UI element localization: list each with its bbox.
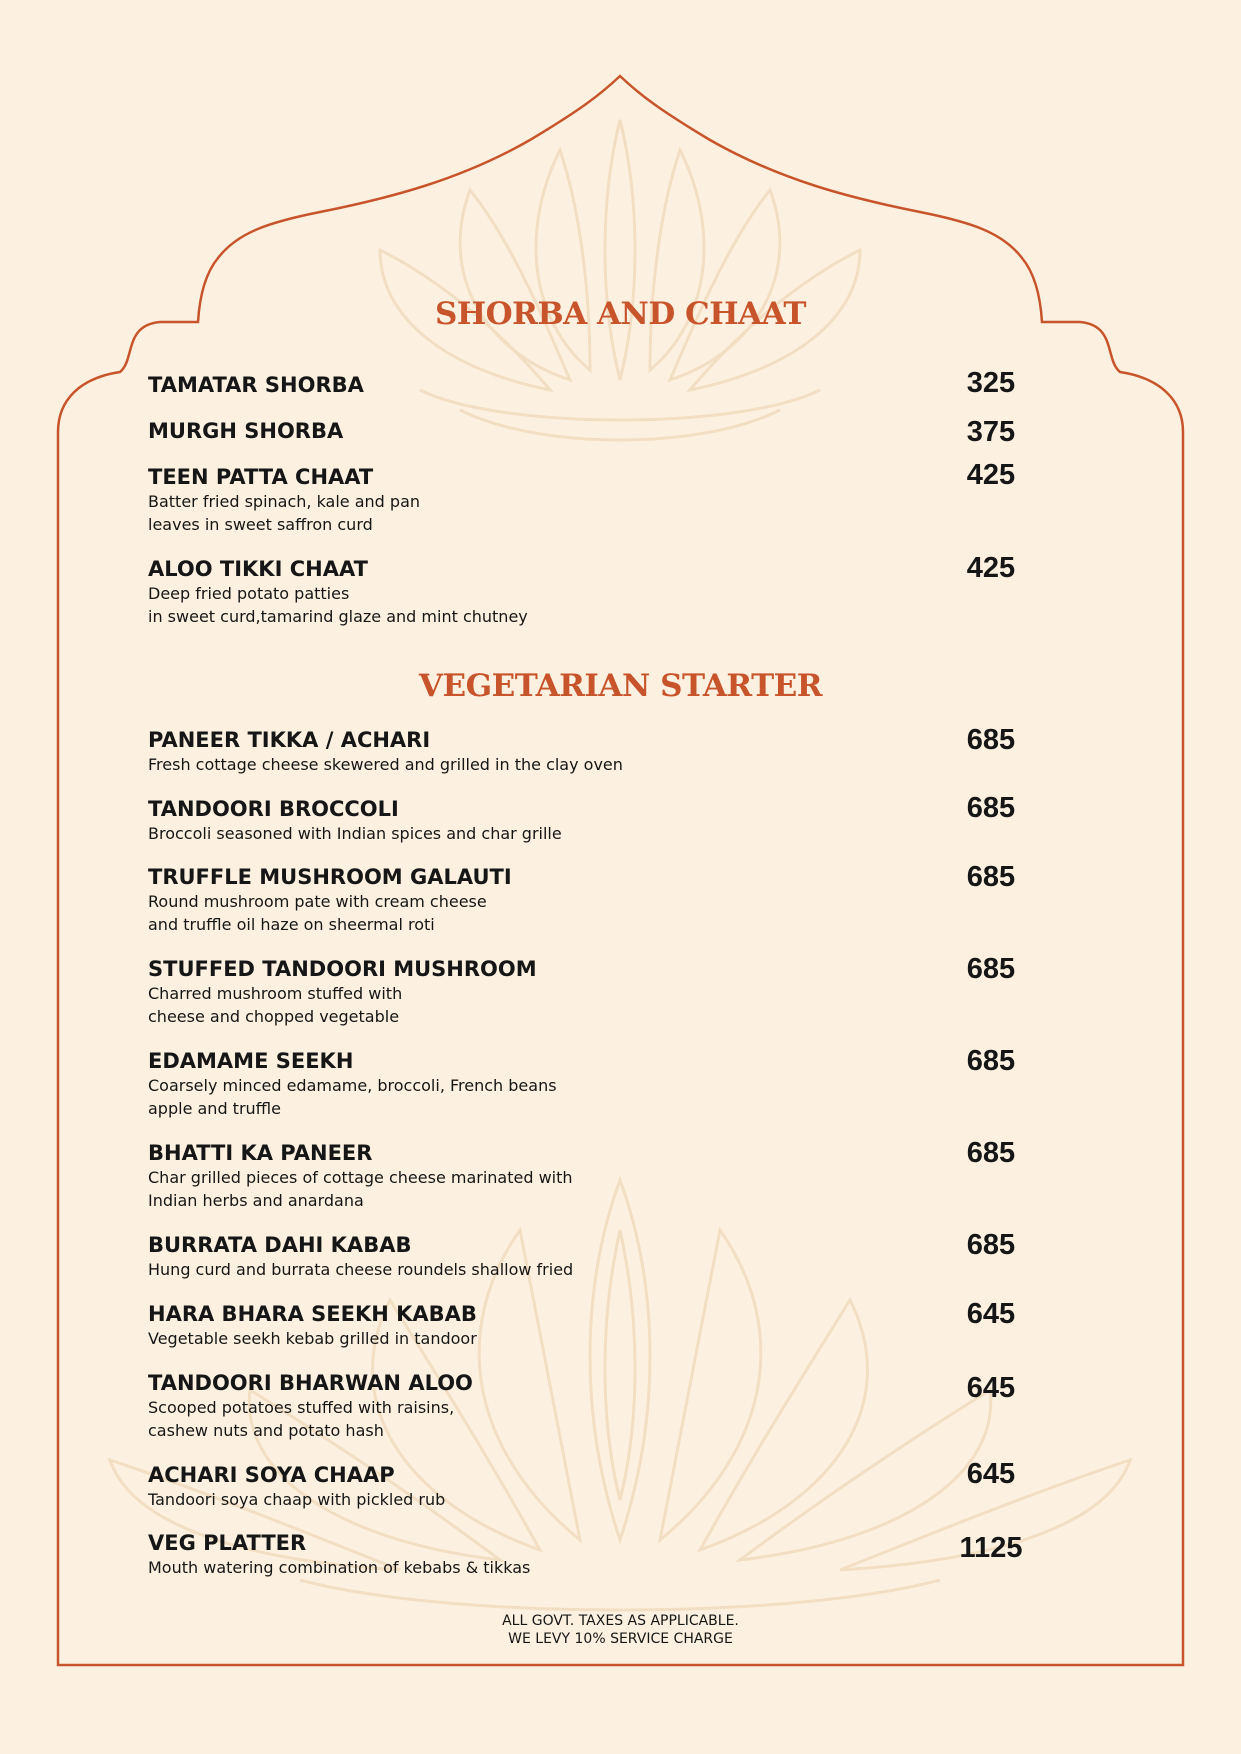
menu-item [148, 864, 1048, 936]
item-price: 685 [966, 861, 1016, 893]
item-name: HARA BHARA SEEKH KABAB [148, 1302, 477, 1326]
item-name: BURRATA DAHI KABAB [148, 1233, 412, 1257]
item-name: ALOO TIKKI CHAAT [148, 557, 368, 581]
menu-item [148, 1140, 1048, 1212]
item-description: Batter fried spinach, kale and pan leaves in sweet saffron curd [148, 492, 421, 534]
item-price: 1125 [959, 1532, 1023, 1564]
footer-tax-line: ALL GOVT. TAXES AS APPLICABLE. [502, 1613, 739, 1629]
menu-item [148, 727, 1048, 776]
item-price: 685 [966, 953, 1016, 985]
item-price: 685 [966, 1229, 1016, 1261]
item-description: Round mushroom pate with cream cheese and truffle oil haze on sheermal roti [148, 892, 487, 934]
item-price: 685 [966, 1045, 1016, 1077]
item-name: STUFFED TANDOORI MUSHROOM [148, 957, 537, 981]
section-title-vegetarian-starter: VEGETARIAN STARTER [418, 668, 823, 704]
item-price: 645 [966, 1298, 1016, 1330]
menu-item [148, 418, 1048, 444]
section-title-shorba-and-chaat: SHORBA AND CHAAT [435, 296, 806, 332]
item-name: TEEN PATTA CHAAT [148, 465, 374, 489]
item-description: Char grilled pieces of cottage cheese marinated with Indian herbs and anardana [148, 1168, 573, 1210]
footer-service-charge-line: WE LEVY 10% SERVICE CHARGE [508, 1631, 733, 1647]
item-price: 375 [966, 416, 1016, 448]
item-description: Hung curd and burrata cheese roundels shallow fried [148, 1260, 574, 1279]
menu-item [148, 1462, 1048, 1511]
item-description: Mouth watering combination of kebabs & tikkas [148, 1558, 531, 1577]
menu-item [148, 464, 1048, 536]
menu-item [148, 556, 1048, 628]
item-description: Fresh cottage cheese skewered and grilled in the clay oven [148, 755, 623, 774]
item-name: TANDOORI BHARWAN ALOO [148, 1371, 473, 1395]
item-description: Scooped potatoes stuffed with raisins, cashew nuts and potato hash [148, 1398, 455, 1440]
item-description: Coarsely minced edamame, broccoli, French beans apple and truffle [148, 1076, 557, 1118]
footer-note [0, 1612, 1241, 1648]
item-description: Vegetable seekh kebab grilled in tandoor [148, 1329, 477, 1348]
item-name: TRUFFLE MUSHROOM GALAUTI [148, 865, 512, 889]
item-price: 425 [966, 459, 1016, 491]
menu-item [148, 1530, 1048, 1579]
item-price: 685 [966, 792, 1016, 824]
menu-item [148, 796, 1048, 845]
menu-item [148, 1301, 1048, 1350]
item-name: PANEER TIKKA / ACHARI [148, 728, 431, 752]
item-name: BHATTI KA PANEER [148, 1141, 373, 1165]
item-description: Charred mushroom stuffed with cheese and chopped vegetable [148, 984, 403, 1026]
item-name: MURGH SHORBA [148, 419, 344, 443]
item-price: 645 [966, 1458, 1016, 1490]
item-price: 685 [966, 724, 1016, 756]
item-description: Tandoori soya chaap with pickled rub [148, 1490, 446, 1509]
menu-item [148, 956, 1048, 1028]
item-description: Deep fried potato patties in sweet curd,tamarind glaze and mint chutney [148, 584, 528, 626]
item-name: EDAMAME SEEKH [148, 1049, 354, 1073]
menu-item [148, 372, 1048, 398]
item-price: 425 [966, 552, 1016, 584]
item-name: VEG PLATTER [148, 1531, 307, 1555]
item-name: TAMATAR SHORBA [148, 373, 364, 397]
menu-item [148, 1048, 1048, 1120]
item-price: 645 [966, 1372, 1016, 1404]
item-price: 685 [966, 1137, 1016, 1169]
item-price: 325 [966, 367, 1016, 399]
item-description: Broccoli seasoned with Indian spices and char grille [148, 824, 562, 843]
menu-item [148, 1232, 1048, 1281]
item-name: TANDOORI BROCCOLI [148, 797, 399, 821]
item-name: ACHARI SOYA CHAAP [148, 1463, 395, 1487]
menu-item [148, 1370, 1048, 1442]
